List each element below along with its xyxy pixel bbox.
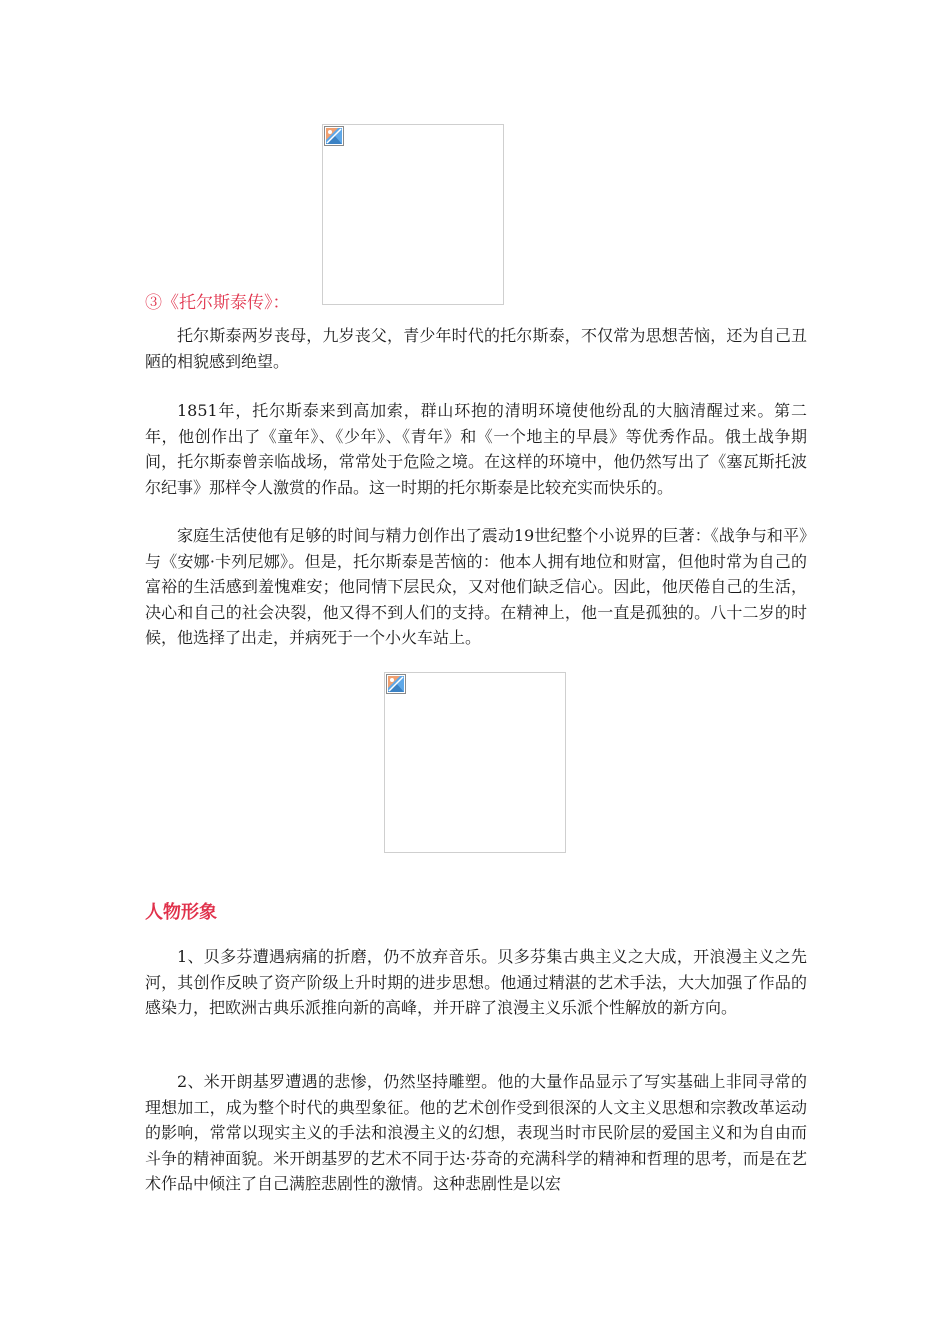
- image-placeholder-1: [322, 124, 504, 305]
- paragraph-1: 托尔斯泰两岁丧母，九岁丧父，青少年时代的托尔斯泰，不仅常为思想苦恼，还为自己丑陋的相貌感到绝望。: [145, 326, 807, 371]
- broken-image-icon: [386, 674, 406, 694]
- broken-image-icon: [324, 126, 344, 146]
- image-placeholder-2: [384, 672, 566, 853]
- paragraph-5: 2、米开朗基罗遭遇的悲惨，仍然坚持雕塑。他的大量作品显示了写实基础上非同寻常的理想加工，成为整个时代的典型象征。他的艺术创作受到很深的人文主义思想和宗教改革运动的影响，常常以现实主义的手法和浪漫主义的幻想，表现当时市民阶层的爱国主义和为自由而斗争的精神面貌。米开朗基罗的艺术不同于达·芬奇的充满科学的精神和哲理的思考，而是在艺术作品中倾注了自己满腔悲剧性的激情。这种悲剧性是以宏: [145, 1072, 807, 1193]
- paragraph-2: 1851年，托尔斯泰来到高加索，群山环抱的清明环境使他纷乱的大脑清醒过来。第二年，他创作出了《童年》、《少年》、《青年》和《一个地主的早晨》等优秀作品。俄土战争期间，托尔斯泰曾亲临战场，常常处于危险之境。在这样的环境中，他仍然写出了《塞瓦斯托波尔纪事》那样令人激赏的作品。这一时期的托尔斯泰是比较充实而快乐的。: [145, 401, 807, 497]
- section-title: 人物形象: [145, 902, 217, 923]
- paragraph-3: 家庭生活使他有足够的时间与精力创作出了震动19世纪整个小说界的巨著：《战争与和平》与《安娜·卡列尼娜》。但是，托尔斯泰是苦恼的：他本人拥有地位和财富，但他时常为自己的富裕的生活感到羞愧难安；他同情下层民众，又对他们缺乏信心。因此，他厌倦自己的生活，决心和自己的社会决裂，他又得不到人们的支持。在精神上，他一直是孤独的。八十二岁的时候，他选择了出走，并病死于一个小火车站上。: [145, 526, 807, 647]
- paragraph-4: 1、贝多芬遭遇病痛的折磨，仍不放弃音乐。贝多芬集古典主义之大成，开浪漫主义之先河，其创作反映了资产阶级上升时期的进步思想。他通过精湛的艺术手法，大大加强了作品的感染力，把欧洲古典乐派推向新的高峰，并开辟了浪漫主义乐派个性解放的新方向。: [145, 947, 807, 1017]
- book-heading: ③《托尔斯泰传》：: [145, 293, 290, 313]
